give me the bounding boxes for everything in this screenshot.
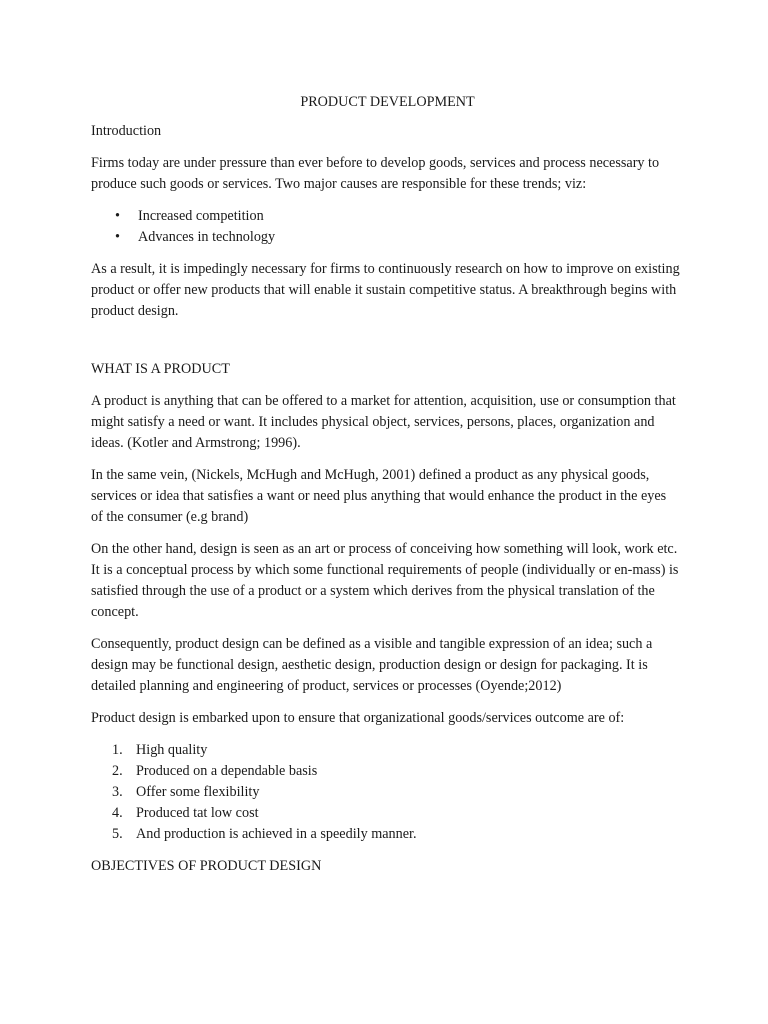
list-item xyxy=(91,227,680,248)
bullet-marker: • xyxy=(115,208,120,224)
list-item-text: Increased competition xyxy=(138,208,264,224)
intro-paragraph-2: As a result, it is impedingly necessary for firms to continuously research on how to improve on existing product or offer new products that will enable it sustain competitive status. A breakthrough begins with product design. xyxy=(91,261,680,319)
list-item xyxy=(91,761,680,782)
list-item-text: High quality xyxy=(136,742,208,758)
product-paragraph-1: A product is anything that can be offered to a market for attention, acquisition, use or consumption that might satisfy a need or want. It includes physical object, services, persons, places, organization and ideas. (Kotler and Armstrong; 1996). xyxy=(91,393,676,451)
list-item-text: Offer some flexibility xyxy=(136,784,260,800)
list-item-text: Produced tat low cost xyxy=(136,805,259,821)
list-number: 3. xyxy=(112,784,123,800)
bullet-marker: • xyxy=(115,229,120,245)
list-item xyxy=(91,782,680,803)
objectives-heading: OBJECTIVES OF PRODUCT DESIGN xyxy=(91,858,322,874)
intro-paragraph-1: Firms today are under pressure than ever before to develop goods, services and process necessary to produce such goods or services. Two major causes are responsible for these trends; viz: xyxy=(91,155,660,192)
product-paragraph-2: In the same vein, (Nickels, McHugh and McHugh, 2001) defined a product as any physical goods, services or idea that satisfies a want or need plus anything that would enhance the product in the eyes of the consumer (e.g brand) xyxy=(91,467,667,525)
list-item-text: And production is achieved in a speedily manner. xyxy=(136,826,417,842)
list-number: 1. xyxy=(112,742,123,758)
what-is-a-product-heading: WHAT IS A PRODUCT xyxy=(91,361,230,377)
outcomes-list xyxy=(91,740,680,845)
causes-list xyxy=(91,206,680,248)
list-item xyxy=(91,740,680,761)
list-item-text: Advances in technology xyxy=(138,229,276,245)
list-item-text: Produced on a dependable basis xyxy=(136,763,318,779)
section-spacer xyxy=(91,333,680,359)
list-number: 5. xyxy=(112,826,123,842)
list-item xyxy=(91,824,680,845)
product-paragraph-5: Product design is embarked upon to ensure that organizational goods/services outcome are of: xyxy=(91,710,625,726)
list-item xyxy=(91,206,680,227)
introduction-heading: Introduction xyxy=(91,123,162,139)
list-number: 2. xyxy=(112,763,123,779)
list-item xyxy=(91,803,680,824)
product-paragraph-4: Consequently, product design can be defined as a visible and tangible expression of an idea; such a design may be functional design, aesthetic design, production design or design for packaging. It is detailed planning and engineering of product, services or processes (Oyende;2012) xyxy=(91,636,653,694)
document-title: PRODUCT DEVELOPMENT xyxy=(300,94,475,110)
list-number: 4. xyxy=(112,805,123,821)
product-paragraph-3: On the other hand, design is seen as an art or process of conceiving how something will look, work etc. It is a conceptual process by which some functional requirements of people (individually or en-mass) is satisfied through the use of a product or a system which derives from the physical translation of the concept. xyxy=(91,541,679,620)
